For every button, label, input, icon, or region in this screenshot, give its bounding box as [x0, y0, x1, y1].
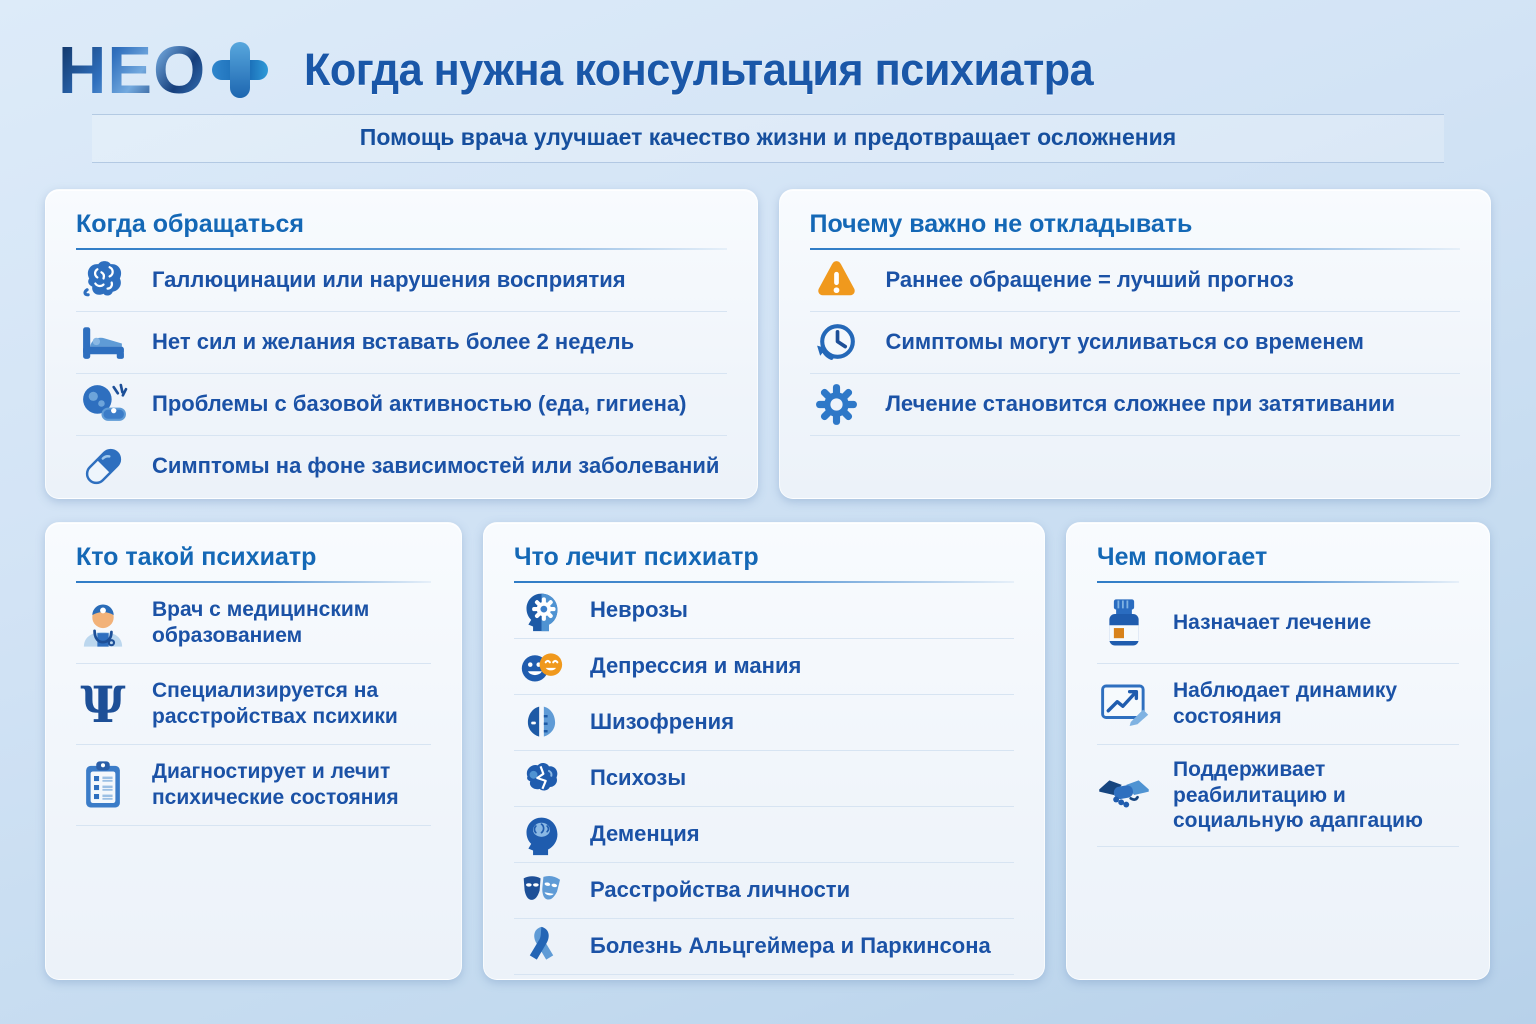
list-item [76, 583, 431, 664]
item-label: Специализируется на расстройствах психики [152, 679, 398, 728]
item-label: Раннее обращение = лучший прогноз [885, 267, 1294, 293]
list-item [514, 583, 1014, 639]
gear-icon [810, 380, 864, 429]
theater-masks-icon [514, 868, 568, 913]
item-label: Депрессия и мания [590, 653, 802, 679]
item-label: Врач с медицинским образованием [152, 598, 370, 647]
list-item [514, 919, 1014, 975]
list-item [1097, 664, 1459, 745]
card-title: Чем помогает [1097, 543, 1268, 571]
item-label: Болезнь Альцгеймера и Паркинсона [590, 933, 991, 959]
head-gear-icon [514, 588, 568, 633]
list-item [1097, 745, 1459, 847]
list-item [514, 695, 1014, 751]
item-label: Симптомы на фоне зависимостей или заболеваний [152, 453, 720, 479]
card-title: Когда обращаться [76, 210, 305, 238]
list-item [76, 250, 727, 312]
card-how-helps [1066, 522, 1490, 980]
item-label: Диагностирует и лечит психические состояния [152, 760, 399, 809]
header [0, 0, 1536, 110]
card-who-is-psychiatrist [45, 522, 462, 980]
clipboard-icon [76, 757, 130, 813]
medicine-bottle-icon [1097, 595, 1151, 651]
psi-icon [76, 676, 130, 732]
item-label: Шизофрения [590, 709, 735, 735]
item-label: Психозы [590, 765, 687, 791]
card-title: Кто такой психиатр [76, 543, 317, 571]
item-label: Наблюдает динамику состояния [1173, 679, 1398, 728]
list-item [810, 250, 1461, 312]
handshake-icon [1097, 767, 1151, 823]
meal-icon [76, 380, 130, 429]
neo-plus-logo [58, 32, 268, 108]
item-label: Симптомы могут усиливаться со временем [885, 329, 1364, 355]
list-item [76, 436, 727, 497]
list-item [514, 639, 1014, 695]
item-label: Нет сил и желания вставать более 2 недель [152, 329, 635, 355]
list-item [514, 807, 1014, 863]
chart-icon [1097, 676, 1151, 732]
card-when-to-seek-help [45, 189, 758, 499]
top-card-row [45, 189, 1491, 499]
list-item [514, 751, 1014, 807]
warning-icon [810, 256, 864, 305]
brain-crack-icon [514, 756, 568, 801]
plus-cross-icon [212, 42, 268, 98]
list-item [76, 664, 431, 745]
list-item [76, 374, 727, 436]
list-item [76, 745, 431, 826]
mood-faces-icon [514, 644, 568, 689]
item-label: Назначает лечение [1173, 611, 1372, 635]
card-why-not-delay [779, 189, 1492, 499]
item-label: Галлюцинации или нарушения восприятия [152, 267, 626, 293]
bottom-card-row [45, 522, 1491, 980]
item-label: Поддерживает реабилитацию и социальную адапгацию [1173, 758, 1423, 833]
item-label: Лечение становится сложнее при затятивании [885, 391, 1395, 417]
card-what-psychiatrist-treats [483, 522, 1045, 980]
split-head-icon [514, 700, 568, 745]
list-item [810, 374, 1461, 436]
list-item [810, 312, 1461, 374]
page-subtitle: Помощь врача улучшает качество жизни и предотвращает осложнения [359, 124, 1177, 150]
brain-icon [76, 256, 130, 305]
item-label: Неврозы [590, 597, 688, 623]
head-brain-icon [514, 812, 568, 857]
item-label: Проблемы с базовой активностью (еда, гигиена) [152, 391, 687, 417]
list-item [514, 863, 1014, 919]
item-label: Деменция [590, 821, 700, 847]
bed-icon [76, 318, 130, 367]
logo-text: НЕО [58, 32, 207, 108]
list-item [76, 312, 727, 374]
item-label: Расстройства личности [590, 877, 851, 903]
doctor-icon [76, 595, 130, 651]
svg-text:Ψ: Ψ [80, 676, 126, 732]
awareness-ribbon-icon [514, 924, 568, 969]
page-title: Когда нужна консультация психиатра [304, 44, 1094, 95]
clock-history-icon [810, 318, 864, 367]
pill-icon [76, 442, 130, 491]
card-title: Почему важно не откладывать [809, 210, 1193, 238]
card-title: Что лечит психиатр [514, 543, 759, 571]
list-item [1097, 583, 1459, 664]
subtitle-band [92, 114, 1444, 163]
